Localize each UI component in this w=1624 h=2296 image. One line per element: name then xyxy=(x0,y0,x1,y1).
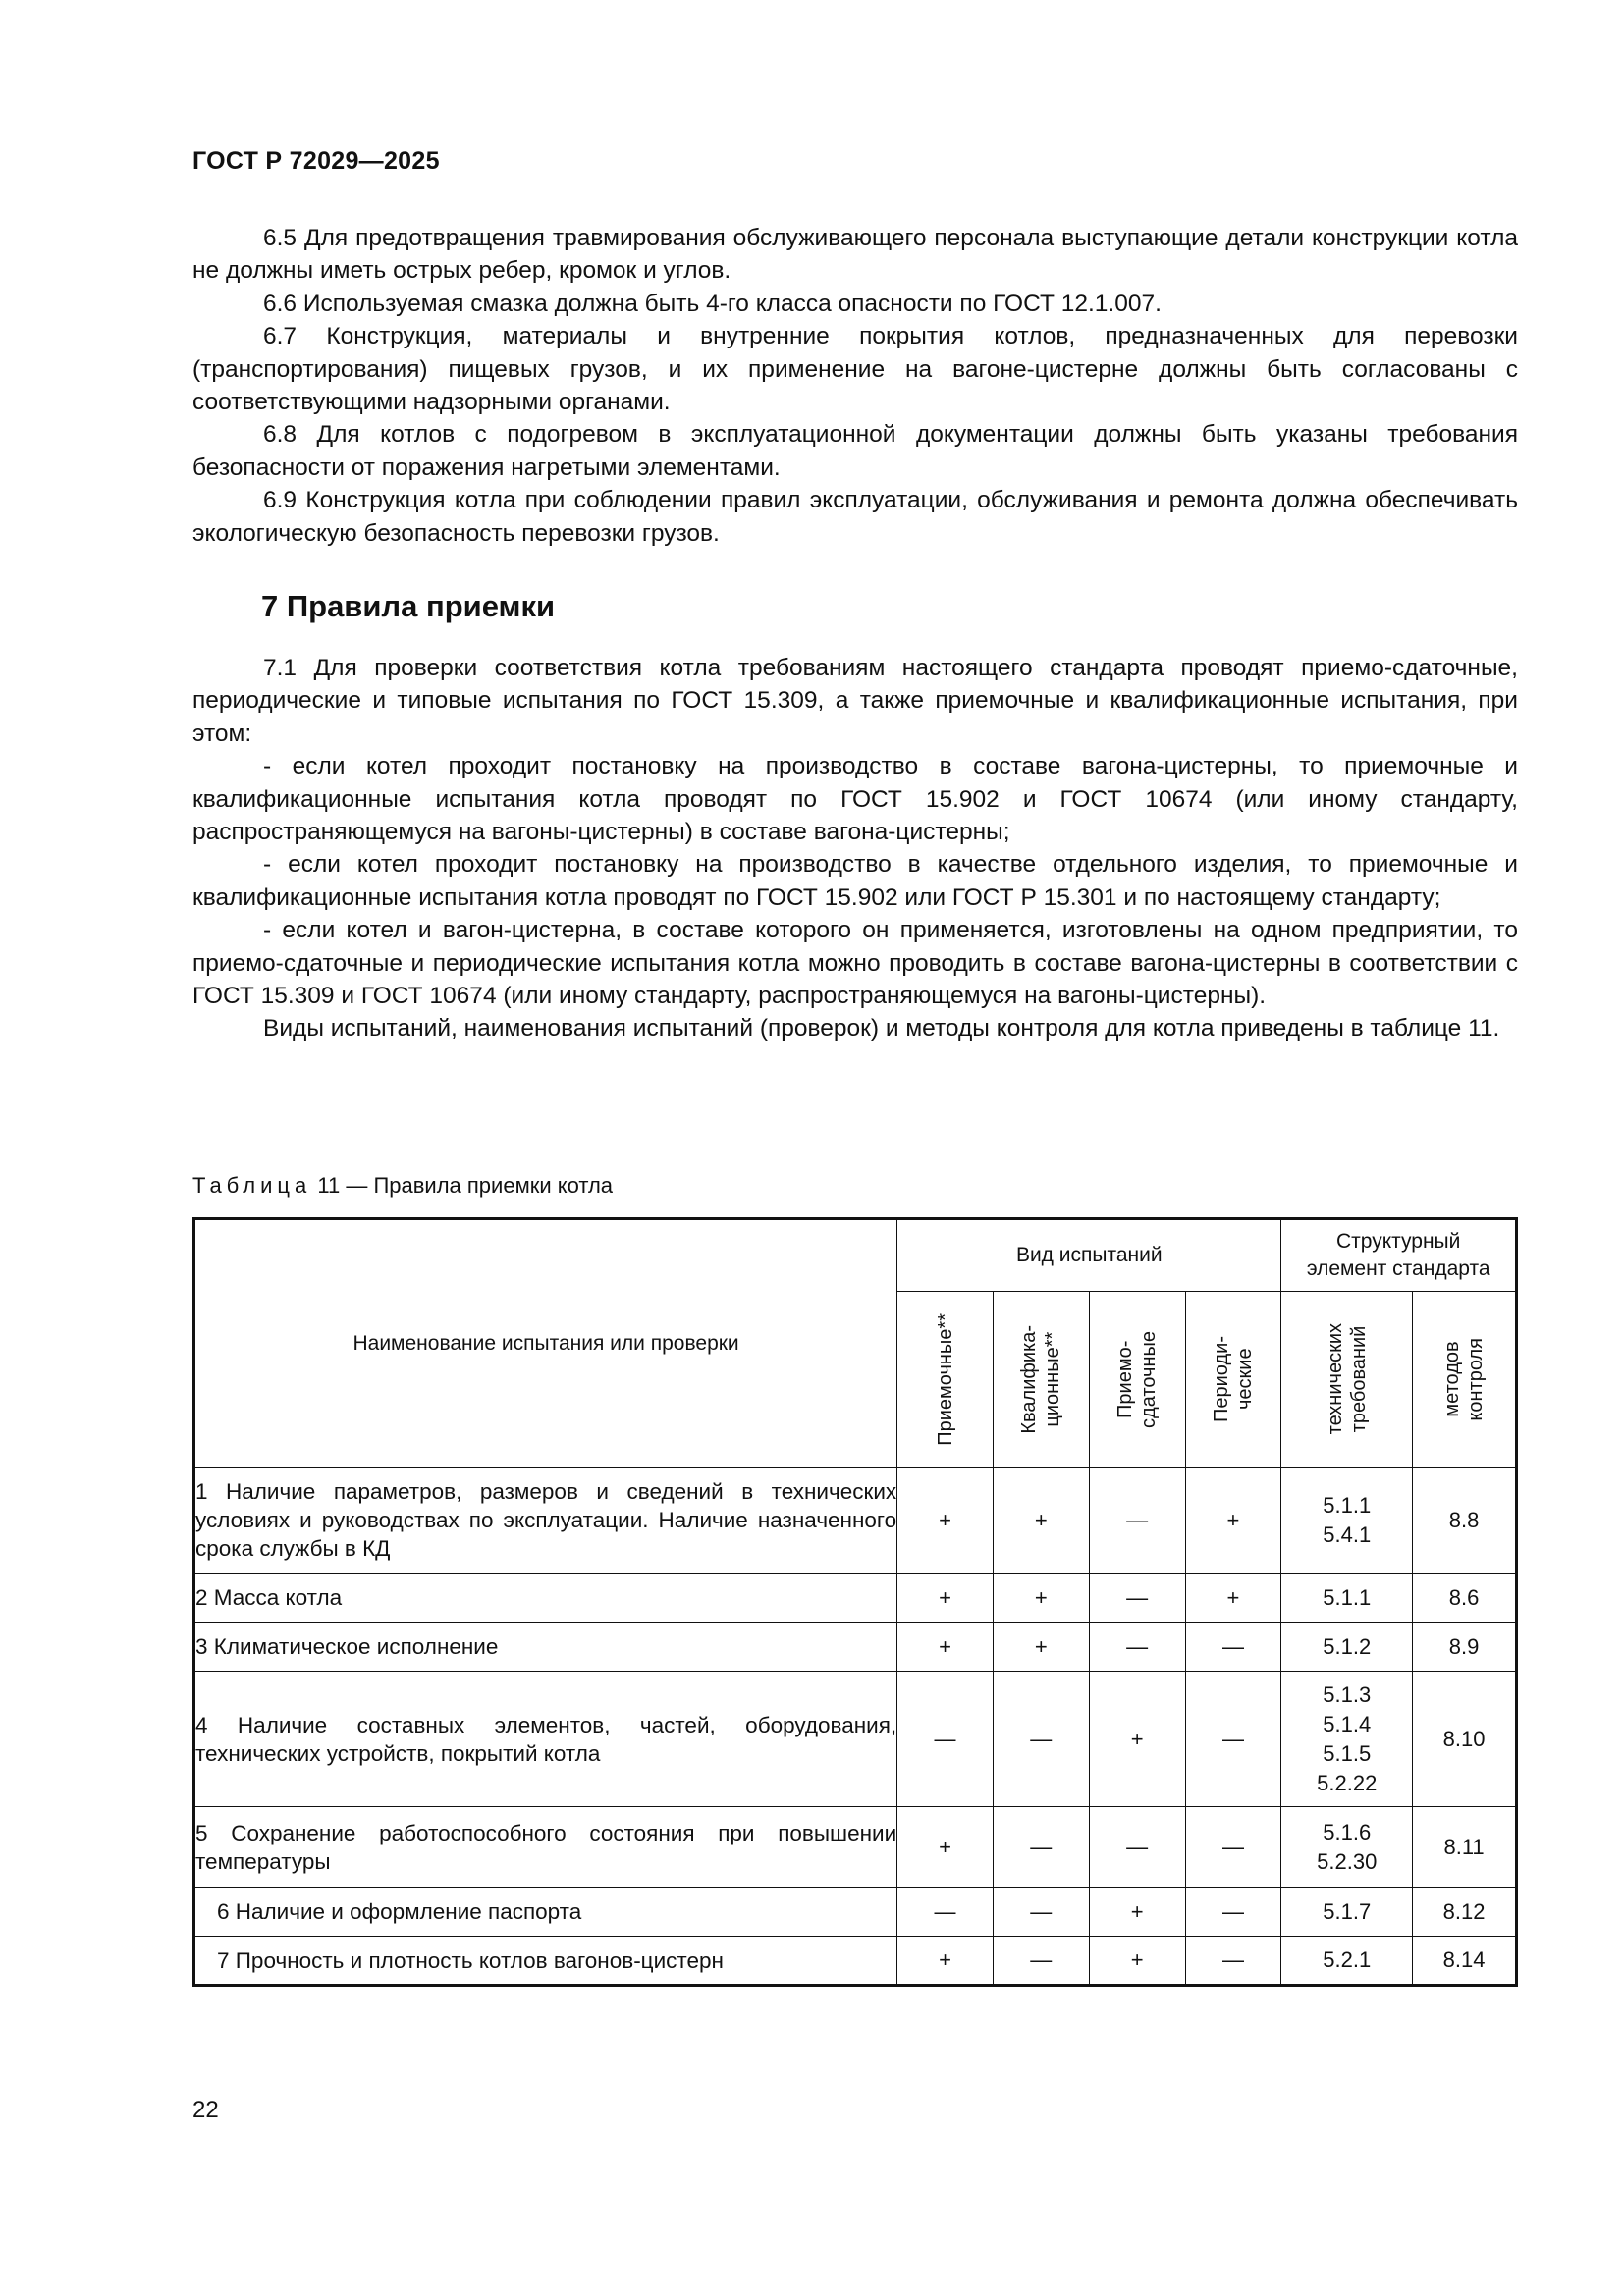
cell-technical-requirements: 5.1.1 xyxy=(1281,1574,1413,1623)
header-test-name: Наименование испытания или проверки xyxy=(194,1219,897,1468)
table-caption xyxy=(192,1173,613,1199)
cell-control-methods: 8.12 xyxy=(1413,1888,1517,1937)
cell-qualification: — xyxy=(993,1672,1089,1807)
list-item: - если котел и вагон-цистерна, в составе которого он применяется, изготовлены на одном предприятии, то приемо-сдаточные и периодические испытания котла можно проводить в составе вагона-цистерны в соответствии с ГОСТ 15.309 и ГОСТ 10674 (или иному стандарту, распространяющемуся на вагоны-цистерны). xyxy=(192,917,1518,1010)
section-7-title: 7 Правила приемки xyxy=(261,589,556,623)
cell-acceptance: + xyxy=(897,1574,994,1623)
list-item: - если котел проходит постановку на производство в качестве отдельного изделия, то приемочные и квалификационные испытания котла проводят по ГОСТ 15.902 или ГОСТ Р 15.301 и по настоящему стандарту; xyxy=(192,851,1518,911)
list-item: - если котел проходит постановку на производство в составе вагона-цистерны, то приемочные и квалификационные испытания котла проводят по ГОСТ 15.902 и ГОСТ 10674 (или иному стандарту, распространяющемуся на вагоны-цистерны) в составе вагона-цистерны; xyxy=(192,753,1518,846)
test-name: 1 Наличие параметров, размеров и сведений в технических условиях и руководствах по эксплуатации. Наличие назначенного срока службы в КД xyxy=(194,1468,897,1574)
cell-acceptance: + xyxy=(897,1807,994,1888)
cell-technical-requirements: 5.1.6 5.2.30 xyxy=(1281,1807,1413,1888)
cell-control-methods: 8.11 xyxy=(1413,1807,1517,1888)
cell-technical-requirements: 5.1.3 5.1.4 5.1.5 5.2.22 xyxy=(1281,1672,1413,1807)
test-name: 6 Наличие и оформление паспорта xyxy=(194,1888,897,1937)
header-periodic: Периоди- ческие xyxy=(1185,1292,1281,1468)
section-7-text xyxy=(192,652,1518,1045)
table-row xyxy=(194,1574,1517,1623)
table-row xyxy=(194,1937,1517,1986)
paragraph-6-9: 6.9 Конструкция котла при соблюдении правил эксплуатации, обслуживания и ремонта должна обеспечивать экологическую безопасность перевозки грузов. xyxy=(192,487,1518,547)
cell-handover: — xyxy=(1089,1623,1185,1672)
cell-acceptance: + xyxy=(897,1937,994,1986)
test-name: 3 Климатическое исполнение xyxy=(194,1623,897,1672)
page-number: 22 xyxy=(192,2097,219,2123)
test-name: 2 Масса котла xyxy=(194,1574,897,1623)
section-6-text xyxy=(192,222,1518,550)
cell-control-methods: 8.6 xyxy=(1413,1574,1517,1623)
test-name: 4 Наличие составных элементов, частей, оборудования, технических устройств, покрытий котла xyxy=(194,1672,897,1807)
test-name: 7 Прочность и плотность котлов вагонов-цистерн xyxy=(194,1937,897,1986)
header-technical-requirements: технических требований xyxy=(1281,1292,1413,1468)
table-row xyxy=(194,1623,1517,1672)
cell-periodic: — xyxy=(1185,1807,1281,1888)
table-row xyxy=(194,1468,1517,1574)
cell-periodic: + xyxy=(1185,1574,1281,1623)
table-row xyxy=(194,1807,1517,1888)
cell-handover: — xyxy=(1089,1468,1185,1574)
table-caption-text: 11 — Правила приемки котла xyxy=(317,1173,614,1198)
header-structural-element: Структурный элемент стандарта xyxy=(1281,1219,1517,1292)
cell-periodic: — xyxy=(1185,1672,1281,1807)
cell-periodic: + xyxy=(1185,1468,1281,1574)
cell-acceptance: — xyxy=(897,1672,994,1807)
cell-technical-requirements: 5.1.1 5.4.1 xyxy=(1281,1468,1413,1574)
cell-acceptance: + xyxy=(897,1623,994,1672)
header-handover: Приемо- сдаточные xyxy=(1089,1292,1185,1468)
document-header: ГОСТ Р 72029—2025 xyxy=(192,147,440,175)
paragraph-table-reference: Виды испытаний, наименования испытаний (проверок) и методы контроля для котла приведены в таблице 11. xyxy=(263,1015,1500,1042)
acceptance-rules-table xyxy=(192,1217,1518,1987)
header-test-types: Вид испытаний xyxy=(897,1219,1281,1292)
paragraph-6-5: 6.5 Для предотвращения травмирования обслуживающего персонала выступающие детали конструкции котла не должны иметь острых ребер, кромок и углов. xyxy=(192,225,1518,285)
test-name: 5 Сохранение работоспособного состояния при повышении температуры xyxy=(194,1807,897,1888)
cell-control-methods: 8.8 xyxy=(1413,1468,1517,1574)
cell-periodic: — xyxy=(1185,1937,1281,1986)
cell-qualification: — xyxy=(993,1888,1089,1937)
cell-handover: + xyxy=(1089,1888,1185,1937)
cell-technical-requirements: 5.2.1 xyxy=(1281,1937,1413,1986)
cell-technical-requirements: 5.1.7 xyxy=(1281,1888,1413,1937)
cell-control-methods: 8.14 xyxy=(1413,1937,1517,1986)
cell-control-methods: 8.9 xyxy=(1413,1623,1517,1672)
table-caption-label: Таблица xyxy=(192,1173,312,1198)
paragraph-6-7: 6.7 Конструкция, материалы и внутренние покрытия котлов, предназначенных для перевозки (транспортирования) пищевых грузов, и их применение на вагоне-цистерне должны быть согласованы с соответствующими надзорными органами. xyxy=(192,323,1518,416)
cell-acceptance: — xyxy=(897,1888,994,1937)
paragraph-6-8: 6.8 Для котлов с подогревом в эксплуатационной документации должны быть указаны требования безопасности от поражения нагретыми элементами. xyxy=(192,421,1518,481)
cell-technical-requirements: 5.1.2 xyxy=(1281,1623,1413,1672)
cell-qualification: + xyxy=(993,1574,1089,1623)
cell-qualification: — xyxy=(993,1807,1089,1888)
cell-periodic: — xyxy=(1185,1623,1281,1672)
cell-qualification: + xyxy=(993,1468,1089,1574)
cell-qualification: — xyxy=(993,1937,1089,1986)
cell-handover: + xyxy=(1089,1672,1185,1807)
cell-qualification: + xyxy=(993,1623,1089,1672)
header-qualification: Квалифика- ционные** xyxy=(993,1292,1089,1468)
table-row xyxy=(194,1888,1517,1937)
cell-acceptance: + xyxy=(897,1468,994,1574)
paragraph-6-6: 6.6 Используемая смазка должна быть 4-го класса опасности по ГОСТ 12.1.007. xyxy=(263,290,1162,317)
cell-control-methods: 8.10 xyxy=(1413,1672,1517,1807)
header-control-methods: методов контроля xyxy=(1413,1292,1517,1468)
header-acceptance: Приемочные** xyxy=(897,1292,994,1468)
cell-handover: + xyxy=(1089,1937,1185,1986)
cell-periodic: — xyxy=(1185,1888,1281,1937)
paragraph-7-1: 7.1 Для проверки соответствия котла требованиям настоящего стандарта проводят приемо-сдаточные, периодические и типовые испытания по ГОСТ 15.309, а также приемочные и квалификационные испытания, при этом: xyxy=(192,655,1518,747)
table-row xyxy=(194,1672,1517,1807)
cell-handover: — xyxy=(1089,1574,1185,1623)
cell-handover: — xyxy=(1089,1807,1185,1888)
